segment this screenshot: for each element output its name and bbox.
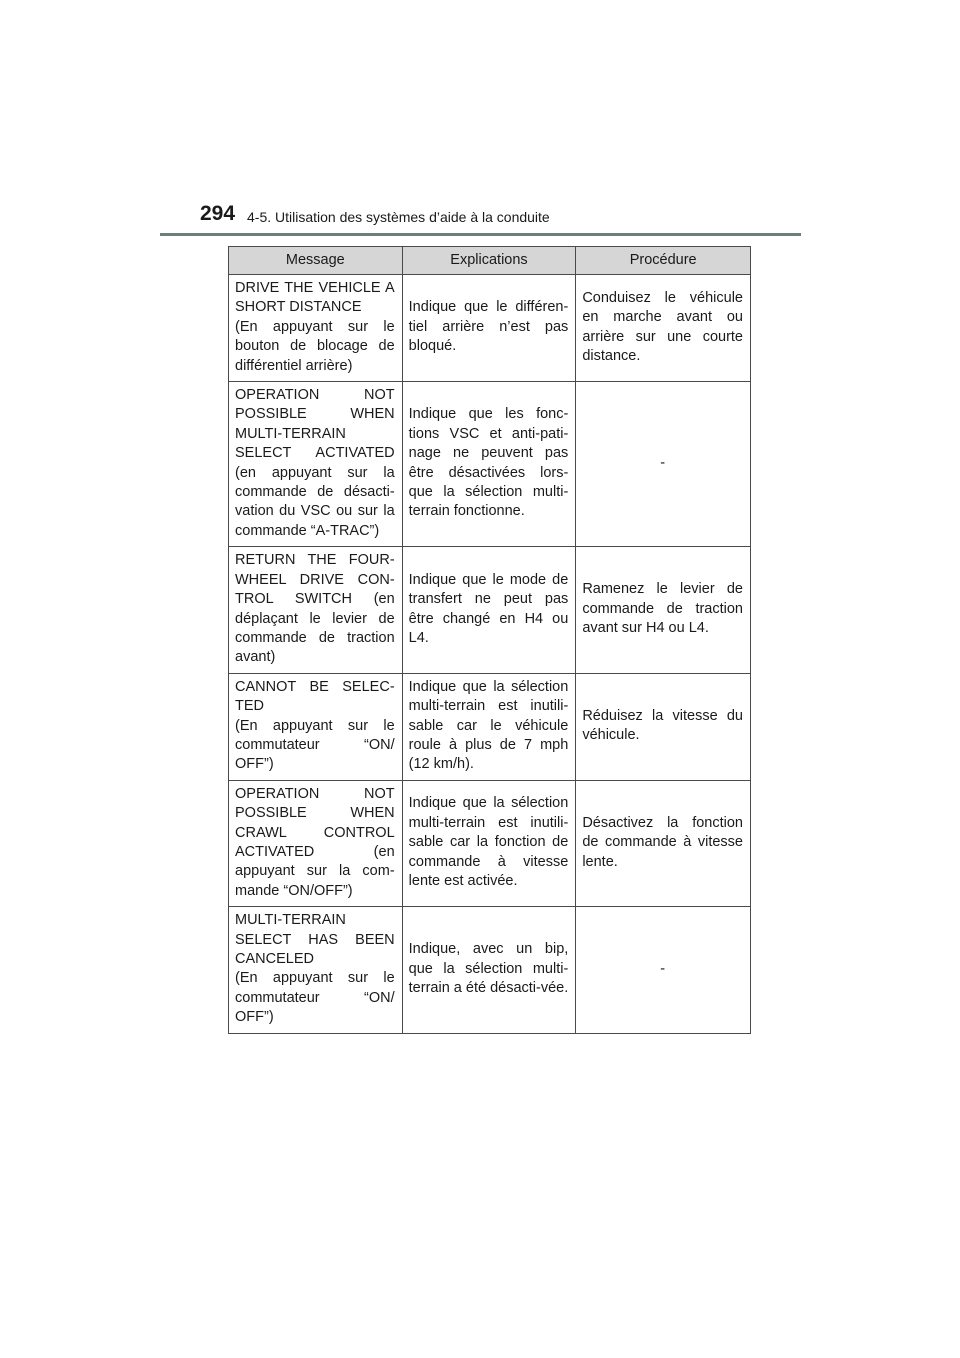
column-header-explications: Explications (402, 247, 576, 275)
section-title: 4-5. Utilisation des systèmes d’aide à la conduite (247, 209, 550, 225)
table-header-row (229, 247, 751, 275)
message-cell (229, 780, 403, 906)
table-row (229, 673, 751, 780)
explication-cell: Indique que la sélection multi-terrain est inutili-sable car le véhicule roule à plus de 7 mph (12 km/h). (402, 673, 576, 780)
message-context: (En appuyant sur le commutateur “ON/ OFF”) (235, 970, 395, 1026)
message-cell (229, 382, 403, 547)
message-text: MULTI-TERRAIN SELECT HAS BEEN CANCELED (235, 912, 395, 967)
column-header-message: Message (229, 247, 403, 275)
explication-cell: Indique, avec un bip, que la sélection multi-terrain a été désacti-vée. (402, 907, 576, 1033)
message-text: OPERATION NOT POSSIBLE WHEN CRAWL CONTROL ACTIVATED (en appuyant sur la com-mande “ON/OFF”) (235, 785, 395, 899)
message-cell (229, 673, 403, 780)
explication-cell: Indique que le mode de transfert ne peut pas être changé en H4 ou L4. (402, 547, 576, 673)
column-header-procedure: Procédure (576, 247, 751, 275)
message-cell (229, 907, 403, 1033)
message-cell (229, 547, 403, 673)
page-number: 294 (200, 202, 236, 225)
message-text: DRIVE THE VEHICLE A SHORT DISTANCE (235, 280, 395, 316)
header-divider (160, 233, 801, 236)
message-context: (En appuyant sur le commutateur “ON/ OFF”) (235, 717, 395, 773)
message-text: RETURN THE FOUR-WHEEL DRIVE CON-TROL SWITCH (en déplaçant le levier de commande de traction avant) (235, 552, 395, 666)
procedure-cell: Réduisez la vitesse du véhicule. (576, 673, 751, 780)
explication-cell: Indique que le différen-tiel arrière n’est pas bloqué. (402, 275, 576, 382)
procedure-cell: - (576, 907, 751, 1033)
explication-cell: Indique que les fonc-tions VSC et anti-pati-nage ne peuvent pas être désactivées lors-que la sélection multi-terrain fonctionne. (402, 382, 576, 547)
table-row (229, 780, 751, 906)
explication-cell: Indique que la sélection multi-terrain est inutili-sable car la fonction de commande à vitesse lente est activée. (402, 780, 576, 906)
message-context: (En appuyant sur le bouton de blocage de différentiel arrière) (235, 318, 395, 374)
message-text: CANNOT BE SELEC-TED (235, 678, 395, 715)
table-row (229, 275, 751, 382)
table-row (229, 547, 751, 673)
table-row (229, 907, 751, 1033)
procedure-cell: Ramenez le levier de commande de traction avant sur H4 ou L4. (576, 547, 751, 673)
procedure-cell: - (576, 382, 751, 547)
procedure-cell: Conduisez le véhicule en marche avant ou arrière sur une courte distance. (576, 275, 751, 382)
procedure-cell: Désactivez la fonction de commande à vitesse lente. (576, 780, 751, 906)
message-cell (229, 275, 403, 382)
message-text: OPERATION NOT POSSIBLE WHEN MULTI-TERRAIN SELECT ACTIVATED (en appuyant sur la commande de désacti-vation du VSC ou sur la commande “A-TRAC”) (235, 387, 395, 539)
table-row (229, 382, 751, 547)
message-table (228, 246, 751, 1034)
